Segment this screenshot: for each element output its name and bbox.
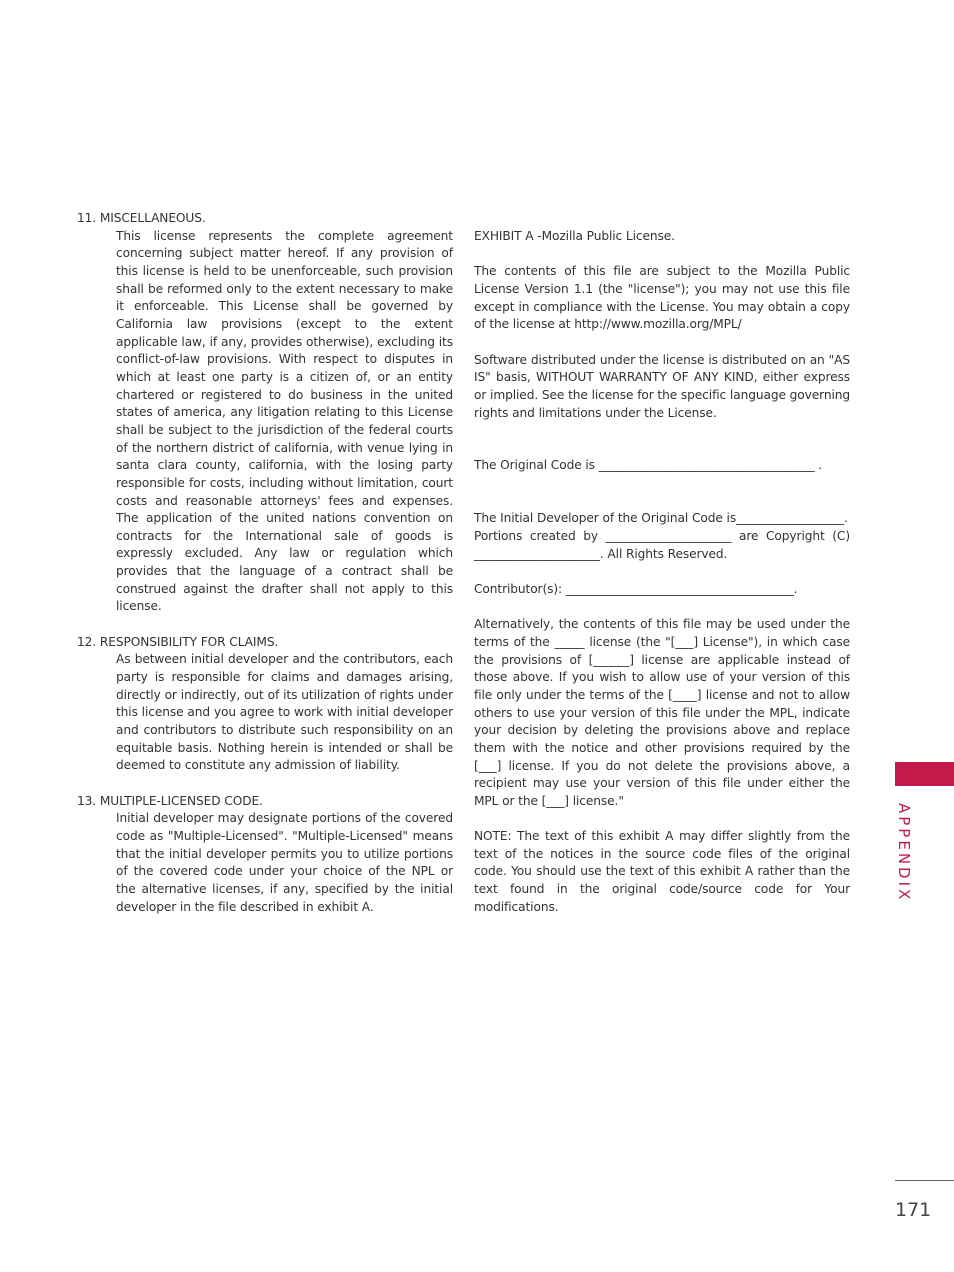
software-paragraph: Software distributed under the license is distributed on an "AS IS" basis, WITHOUT WARRANTY OF ANY KIND, either express or implied. See the license for the specific language governing rights and limitations under the License. bbox=[474, 352, 851, 420]
appendix-side-label: APPENDIX bbox=[895, 803, 913, 903]
section-heading-responsibility: 12. RESPONSIBILITY FOR CLAIMS. bbox=[77, 634, 279, 649]
page-number: 171 bbox=[895, 1199, 932, 1221]
alternatively-paragraph: Alternatively, the contents of this file may be used under the terms of the _____ license (the "[___] License"), in which case the provisions of [______] license are applicable instead of those above. If you wish to allow use of your version of this file only under the terms of the [____] license and not to allow others to use your version of this file under the MPL, indicate your decision by deleting the provisions above and replace them with the notice and other provisions required by the [___] license. If you do not delete the provisions above, a recipient may use your version of this file under either the MPL or the [___] license." bbox=[474, 617, 850, 808]
exhibit-title: EXHIBIT A -Mozilla Public License. bbox=[474, 229, 675, 243]
portions-line: Portions created by _____________________ are Copyright (C) _____________________. All Rights Reserved. bbox=[474, 529, 850, 561]
section-heading-multiple-licensed: 13. MULTIPLE-LICENSED CODE. bbox=[77, 793, 263, 808]
contents-paragraph: The contents of this file are subject to the Mozilla Public License Version 1.1 (the "license"); you may not use this file except in compliance with the License. You may obtain a copy of the license at http://www.mozilla.org/MPL/ bbox=[474, 264, 850, 332]
contributors-line: Contributor(s): ______________________________________. bbox=[474, 582, 798, 597]
spacer bbox=[474, 440, 850, 458]
footer-divider bbox=[895, 1180, 954, 1181]
section-body-responsibility: As between initial developer and the contributors, each party is responsible for claims and damages arising, directly or indirectly, out of its utilization of rights under this license and you agree to work with initial developer and contributors to distribute such responsibility on an equitable basis. Nothing herein is intended or shall be deemed to constitute any admission of liability. bbox=[116, 652, 453, 773]
section-body-miscellaneous: This license represents the complete agreement concerning subject matter hereof. If any provision of this license is held to be unenforceable, such provision shall be reformed only to the extent necessary to make it enforceable. This License shall be governed by California law provisions (except to the extent applicable law, if any, provides otherwise), excluding its conflict-of-law provisions. With respect to disputes in which at least one party is a citizen of, or an entity chartered or registered to do business in the united states of america, any litigation relating to this License shall be subject to the jurisdiction of the federal courts of the northern district of california, with venue lying in santa clara county, california, with the losing party responsible for costs, including without limitation, court costs and reasonable attorneys' fees and expenses. The application of the united nations convention on contracts for the International sale of goods is expressly excluded. Any law or regulation which provides that the language of a contract shall be construed against the drafter shall not apply to this license. bbox=[116, 228, 453, 614]
spacer bbox=[474, 493, 850, 511]
initial-developer-line: The Initial Developer of the Original Code is__________________. bbox=[474, 511, 848, 526]
left-column bbox=[77, 210, 453, 934]
note-paragraph: NOTE: The text of this exhibit A may differ slightly from the text of the notices in the source code files of the original code. You should use the text of this exhibit A rather than the text found in the original code/source code for Your modifications. bbox=[474, 829, 850, 914]
appendix-tab-marker bbox=[895, 762, 954, 786]
section-heading-miscellaneous: 11. MISCELLANEOUS. bbox=[77, 211, 206, 225]
section-body-multiple-licensed: Initial developer may designate portions of the covered code as "Multiple-Licensed". "Multiple-Licensed" means that the initial developer permits you to utilize portions of the covered code under your choice of the NPL or the alternative licenses, if any, specified by the initial developer in the file described in exhibit A. bbox=[116, 811, 453, 914]
original-code-line: The Original Code is ____________________________________ . bbox=[474, 458, 823, 473]
right-column bbox=[474, 228, 850, 934]
